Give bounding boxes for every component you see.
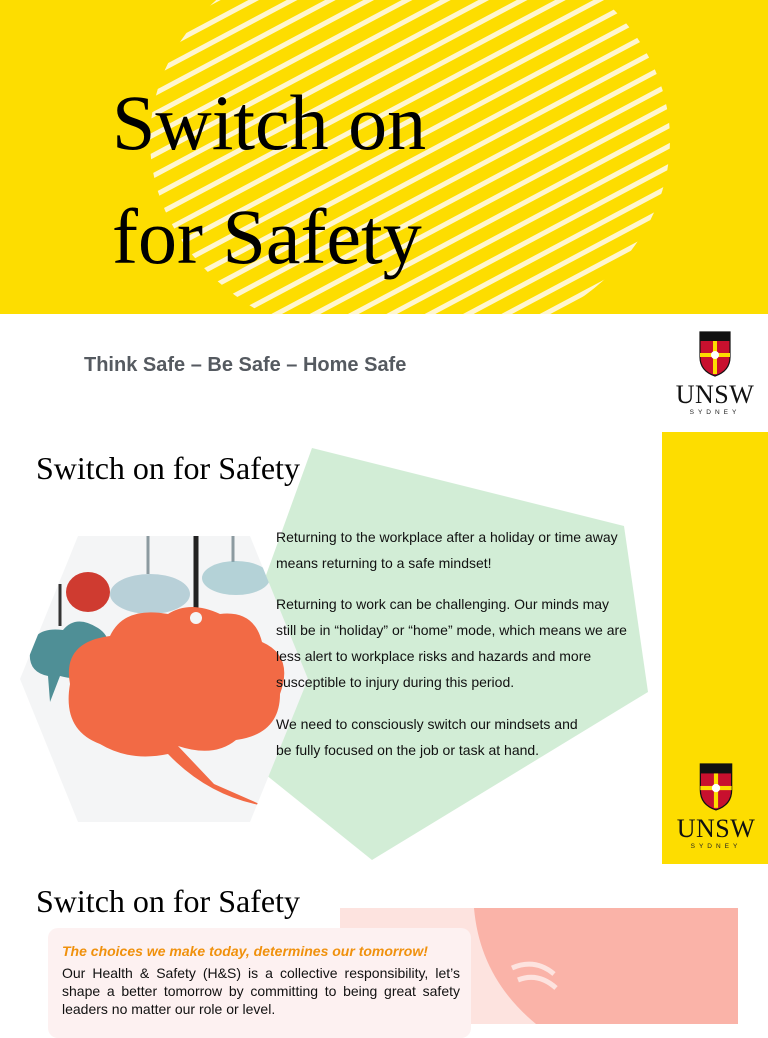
section1-p2-line2: still be in “holiday” or “home” mode, which means we are bbox=[276, 622, 627, 638]
speech-bubbles-illustration bbox=[18, 534, 308, 824]
unsw-wordmark: UNSW bbox=[675, 380, 755, 409]
section1-p2-line3: less alert to workplace risks and hazards and more bbox=[276, 648, 592, 664]
hero-title-line1: Switch on bbox=[112, 79, 427, 166]
unsw-logo-top[interactable] bbox=[672, 331, 758, 416]
section2-title: Switch on for Safety bbox=[36, 883, 300, 919]
section1-p2-line1: Returning to work can be challenging. Our minds may bbox=[276, 596, 610, 612]
section1-body bbox=[276, 524, 648, 763]
section1-p1-line1: Returning to the workplace after a holiday or time away bbox=[276, 529, 618, 545]
hero-banner bbox=[0, 0, 768, 314]
card-body: Our Health & Safety (H&S) is a collective responsibility, let’s shape a better tomorrow by committing to being great safety leaders no matter our role or level. bbox=[62, 965, 460, 1017]
unsw-crest-icon bbox=[672, 331, 758, 382]
section1-p3-line2: be fully focused on the job or task at hand. bbox=[276, 742, 540, 758]
section1-title: Switch on for Safety bbox=[36, 450, 300, 486]
section1-p3-line1: We need to consciously switch our mindsets and bbox=[276, 716, 578, 732]
section1-paragraph-1 bbox=[276, 524, 648, 576]
section1-p1-line2: means returning to a safe mindset! bbox=[276, 555, 492, 571]
unsw-subtitle: SYDNEY bbox=[689, 409, 741, 416]
section1-p2-line4: susceptible to injury during this period. bbox=[276, 674, 515, 690]
unsw-subtitle: SYDNEY bbox=[690, 843, 742, 850]
unsw-logo-band[interactable] bbox=[670, 763, 762, 850]
hero-title-line2: for Safety bbox=[112, 193, 422, 280]
section1-paragraph-3 bbox=[276, 711, 648, 763]
section1-paragraph-2 bbox=[276, 591, 648, 695]
hero-title bbox=[112, 66, 426, 294]
tagline: Think Safe – Be Safe – Home Safe bbox=[84, 354, 407, 376]
card-heading: The choices we make today, determines our tomorrow! bbox=[62, 943, 428, 959]
unsw-crest-icon bbox=[670, 763, 762, 816]
unsw-wordmark: UNSW bbox=[676, 814, 756, 843]
